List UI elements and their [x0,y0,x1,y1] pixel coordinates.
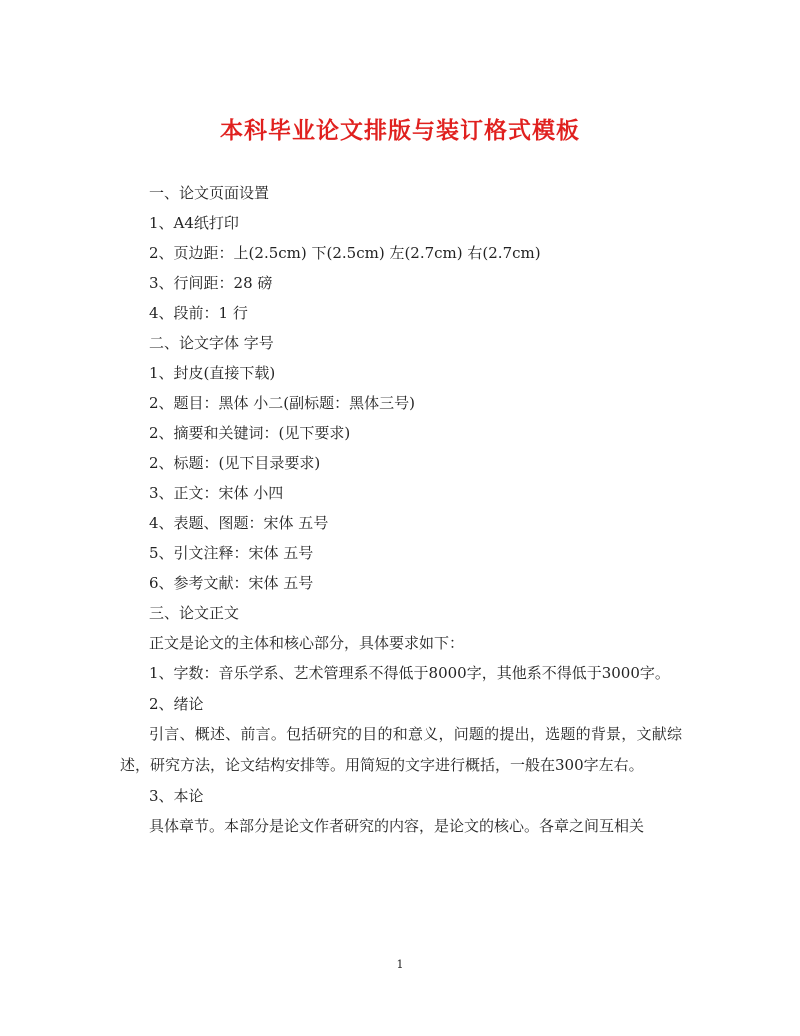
paragraph-word-count: 1、字数：音乐学系、艺术管理系不得低于8000字，其他系不得低于3000字。 [149,664,670,682]
paragraph-introduction: 引言、概述、前言。包括研究的目的和意义，问题的提出，选题的背景，文献综述，研究方法，论文结构安排等。用简短的文字进行概括，一般在300字左右。 [120,725,682,774]
list-item: 5、引文注释：宋体 五号 [149,544,314,562]
list-item: 3、正文：宋体 小四 [149,484,284,502]
list-item: 1、A4纸打印 [149,214,239,232]
list-item: 4、表题、图题：宋体 五号 [149,514,329,532]
subheading-main-body: 3、本论 [149,787,204,805]
paragraph-main-body: 具体章节。本部分是论文作者研究的内容，是论文的核心。各章之间互相关 [149,817,645,835]
list-item: 3、行间距：28 磅 [149,274,273,292]
page-number: 1 [396,958,404,971]
document-body [120,178,682,841]
paragraph-intro-line: 正文是论文的主体和核心部分，具体要求如下： [149,634,465,652]
list-item: 2、摘要和关键词：(见下要求) [149,424,351,442]
list-item: 2、标题：(见下目录要求) [149,454,321,472]
section-heading-fonts: 二、论文字体 字号 [149,334,274,352]
list-item: 6、参考文献：宋体 五号 [149,574,314,592]
list-item: 2、题目：黑体 小二(副标题：黑体三号) [149,394,416,412]
list-item: 2、页边距：上(2.5cm) 下(2.5cm) 左(2.7cm) 右(2.7cm) [149,244,541,262]
list-item: 1、封皮(直接下载) [149,364,276,382]
section-heading-page-setup: 一、论文页面设置 [149,184,270,202]
list-item: 4、段前：1 行 [149,304,248,322]
document-title: 本科毕业论文排版与装订格式模板 [220,117,580,144]
section-heading-body-text: 三、论文正文 [149,604,240,622]
subheading-introduction: 2、绪论 [149,695,204,713]
